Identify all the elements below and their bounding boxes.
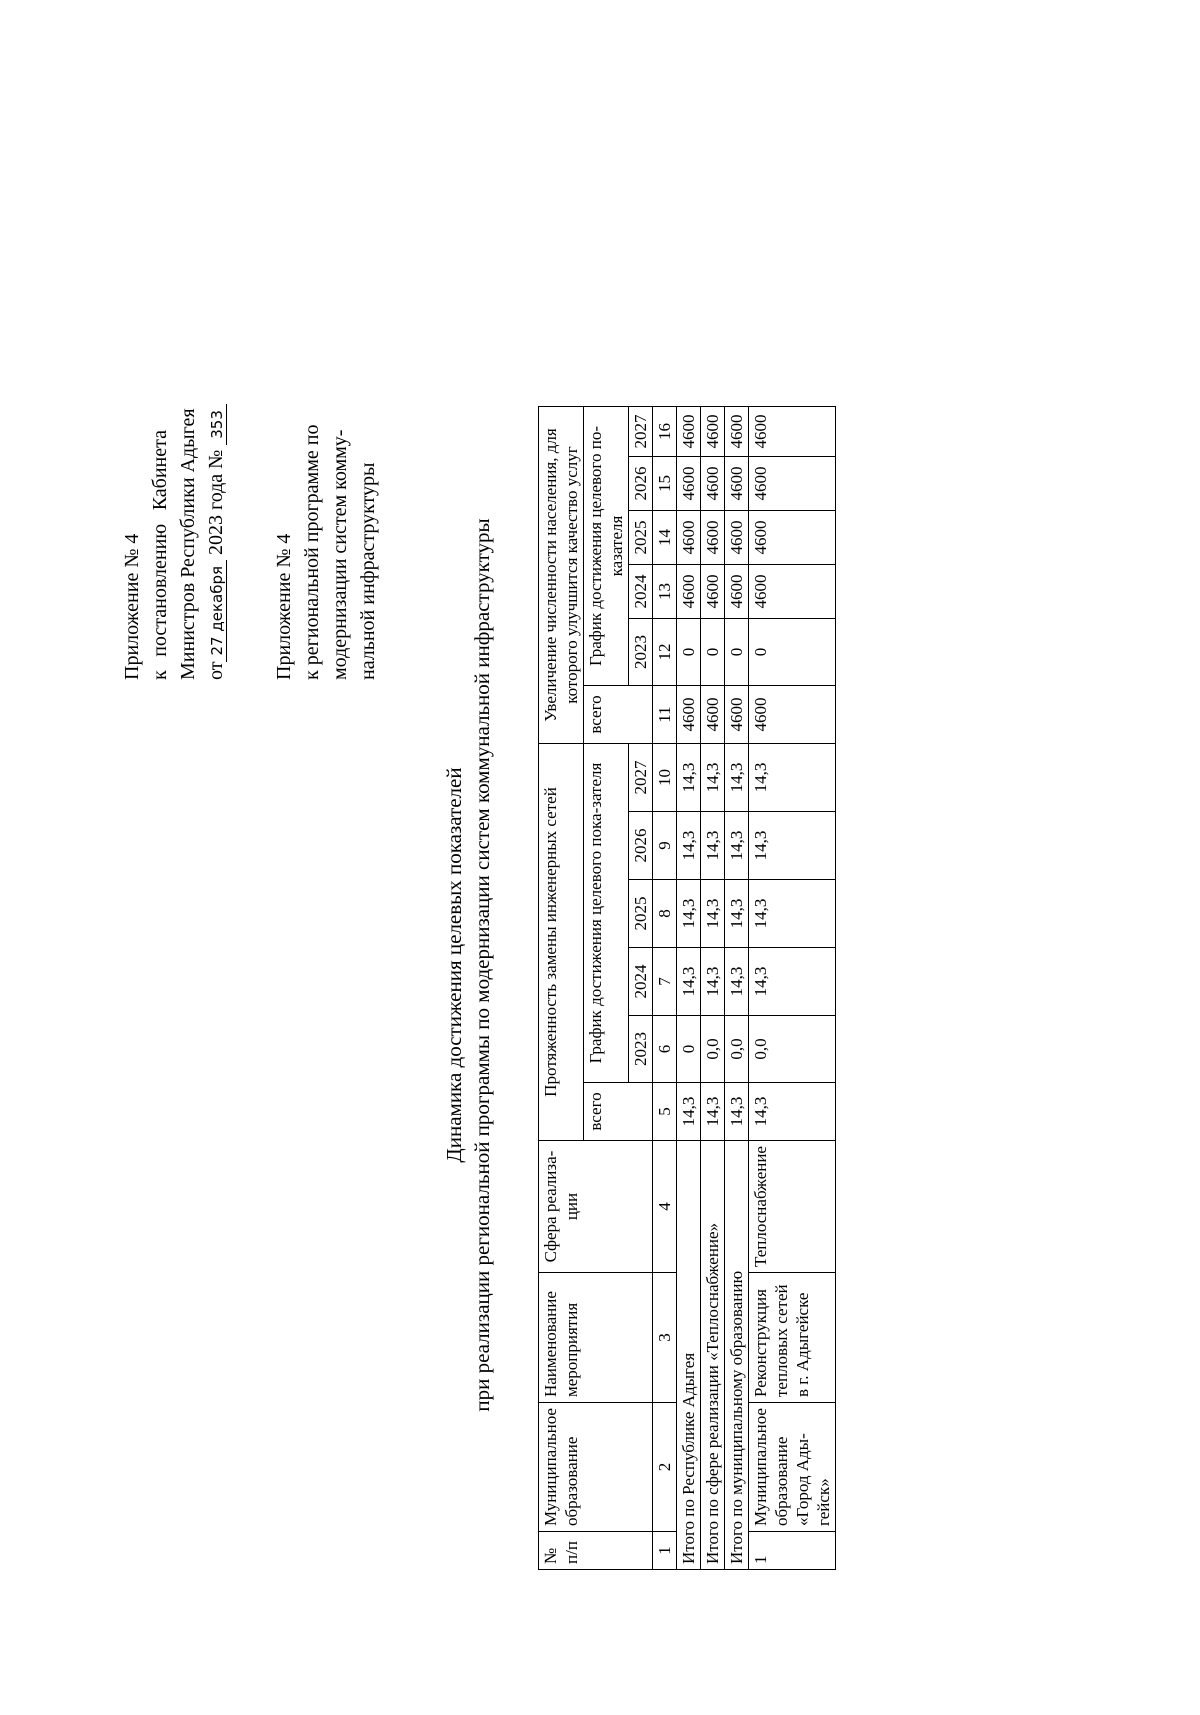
column-number: 15 <box>653 457 677 511</box>
appendix-decree-line4: от27 декабря 2023 года № 353 <box>202 430 231 680</box>
table-cell: 14,3 <box>749 1083 836 1141</box>
header-year: 2024 <box>629 948 653 1016</box>
header-total-length: всего <box>584 1083 653 1141</box>
table-cell: 4600 <box>725 407 749 457</box>
header-municipality: Муниципальное образование <box>539 1403 653 1532</box>
table-cell: 0 <box>725 619 749 686</box>
table-cell: 14,3 <box>725 948 749 1016</box>
table-cell: 4600 <box>725 457 749 511</box>
document-title <box>440 415 496 1515</box>
table-cell: 0,0 <box>749 1016 836 1083</box>
table-cell: 14,3 <box>749 812 836 880</box>
table-cell: 14,3 <box>701 812 725 880</box>
summary-label: Итого по муниципальному образованию <box>725 1141 749 1570</box>
table-cell: 14,3 <box>701 948 725 1016</box>
table-cell: 4600 <box>677 457 701 511</box>
title-line1: Динамика достижения целевых показателей <box>442 767 466 1163</box>
table-cell: 14,3 <box>725 1083 749 1141</box>
column-number: 10 <box>653 744 677 812</box>
table-cell: 4600 <box>701 686 725 744</box>
table-cell: 14,3 <box>749 744 836 812</box>
table-cell: 4600 <box>677 407 701 457</box>
column-number: 6 <box>653 1016 677 1083</box>
title-line2: при реализации региональной программы по модернизации систем коммунальной инфраструктуры <box>470 518 494 1412</box>
appendix-program-line3: модернизации систем комму- <box>329 429 351 680</box>
appendix-decree <box>118 408 231 680</box>
column-number: 7 <box>653 948 677 1016</box>
table-cell: 4600 <box>725 511 749 565</box>
table-cell: 4600 <box>725 565 749 619</box>
table-cell: 4600 <box>749 457 836 511</box>
summary-row-municipality <box>725 407 749 1570</box>
column-number: 1 <box>653 1532 677 1570</box>
column-number: 12 <box>653 619 677 686</box>
table-cell: 4600 <box>677 565 701 619</box>
column-number: 11 <box>653 686 677 744</box>
summary-row-republic <box>677 407 701 1570</box>
header-year: 2023 <box>629 1016 653 1083</box>
column-number: 16 <box>653 407 677 457</box>
header-year: 2023 <box>629 619 653 686</box>
appendix-program-line2: к региональной программе по <box>301 424 323 680</box>
table-cell: 14,3 <box>677 812 701 880</box>
table-cell: 4600 <box>701 511 725 565</box>
summary-label: Итого по сфере реализации «Теплоснабжение» <box>701 1141 725 1570</box>
activity-cell: Реконструкция тепловых сетей в г. Адыгейске <box>749 1273 836 1403</box>
header-network-length: Протяженность замены инженерных сетей <box>539 744 584 1141</box>
table-cell: 4600 <box>749 565 836 619</box>
header-schedule-length: График достижения целевого пока-зателя <box>584 744 629 1083</box>
header-year: 2026 <box>629 812 653 880</box>
header-sphere: Сфера реализа-ции <box>539 1141 653 1273</box>
column-number-row <box>653 407 677 1570</box>
table-cell: 14,3 <box>701 880 725 948</box>
table-cell: 4600 <box>701 407 725 457</box>
table-cell: 14,3 <box>677 880 701 948</box>
table-cell: 0 <box>749 619 836 686</box>
column-number: 2 <box>653 1403 677 1532</box>
table-cell: 14,3 <box>701 744 725 812</box>
header-year: 2024 <box>629 565 653 619</box>
table-cell: 4600 <box>701 565 725 619</box>
header-activity: Наименование мероприятия <box>539 1273 653 1403</box>
indicators-table <box>538 406 836 1570</box>
column-number: 8 <box>653 880 677 948</box>
appendix-program <box>270 424 382 680</box>
municipality-cell: Муниципальное образование «Город Ады-гейск» <box>749 1403 836 1532</box>
table-cell: 4600 <box>677 511 701 565</box>
appendix-decree-line3: Министров Республики Адыгея <box>177 408 199 680</box>
row-number: 1 <box>749 1532 836 1570</box>
header-year: 2026 <box>629 457 653 511</box>
header-total-population: всего <box>584 686 653 744</box>
column-number: 13 <box>653 565 677 619</box>
table-cell: 0,0 <box>725 1016 749 1083</box>
table-cell: 4600 <box>725 686 749 744</box>
table-cell: 14,3 <box>725 744 749 812</box>
table-cell: 14,3 <box>677 744 701 812</box>
header-population: Увеличение численности населения, для которого улучшится качество услуг <box>539 407 584 744</box>
column-number: 14 <box>653 511 677 565</box>
sphere-cell: Теплоснабжение <box>749 1141 836 1273</box>
summary-row-sphere <box>701 407 725 1570</box>
header-year: 2025 <box>629 511 653 565</box>
table-cell: 0 <box>677 619 701 686</box>
table-cell: 0 <box>701 619 725 686</box>
table-cell: 4600 <box>677 686 701 744</box>
header-num: № п/п <box>539 1532 653 1570</box>
table-cell: 14,3 <box>701 1083 725 1141</box>
table-cell: 4600 <box>701 457 725 511</box>
decree-date: 27 декабря <box>208 560 227 662</box>
table-cell: 0 <box>677 1016 701 1083</box>
table-cell: 14,3 <box>749 948 836 1016</box>
column-number: 4 <box>653 1141 677 1273</box>
table-cell: 14,3 <box>725 880 749 948</box>
appendix-decree-line2: к постановлению Кабинета <box>149 430 171 680</box>
header-year: 2027 <box>629 744 653 812</box>
table-cell: 14,3 <box>749 880 836 948</box>
table-cell: 4600 <box>749 686 836 744</box>
appendix-decree-line1: Приложение № 4 <box>121 533 143 680</box>
summary-label: Итого по Республике Адыгея <box>677 1141 701 1570</box>
table-cell: 4600 <box>749 511 836 565</box>
table-cell: 14,3 <box>725 812 749 880</box>
header-year: 2025 <box>629 880 653 948</box>
column-number: 5 <box>653 1083 677 1141</box>
appendix-program-line1: Приложение № 4 <box>273 533 295 680</box>
header-schedule-population: График достижения целевого по-казателя <box>584 407 629 686</box>
decree-number: 353 <box>208 404 227 445</box>
table-cell: 14,3 <box>677 948 701 1016</box>
header-row-1 <box>539 407 584 1570</box>
table-cell: 0,0 <box>701 1016 725 1083</box>
table-cell: 4600 <box>749 407 836 457</box>
appendix-program-line4: нальной инфраструктуры <box>357 462 379 680</box>
table-cell: 14,3 <box>677 1083 701 1141</box>
column-number: 9 <box>653 812 677 880</box>
table-row <box>749 407 836 1570</box>
header-year: 2027 <box>629 407 653 457</box>
column-number: 3 <box>653 1273 677 1403</box>
